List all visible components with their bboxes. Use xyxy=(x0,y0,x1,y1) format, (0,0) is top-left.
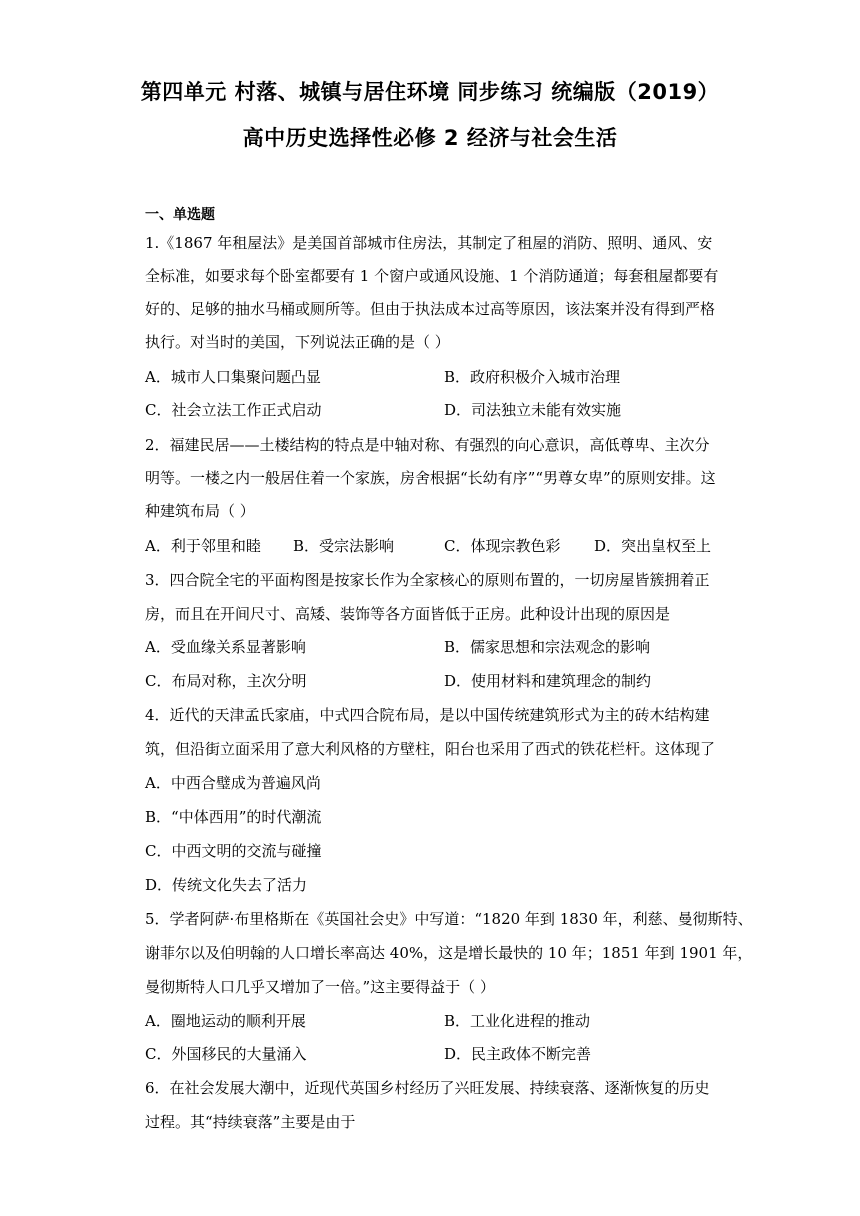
question-5-option-b: B．工业化进程的推动 xyxy=(444,1012,591,1030)
question-4-option-c: C．中西文明的交流与碰撞 xyxy=(145,842,322,860)
question-2-option-a: A．利于邻里和睦 xyxy=(145,537,261,555)
question-5-option-a: A．圈地运动的顺利开展 xyxy=(145,1012,306,1030)
question-1-text-line: 1.《1867 年租屋法》是美国首部城市住房法，其制定了租屋的消防、照明、通风、安 xyxy=(145,234,713,252)
question-6-text-line: 过程。其“持续衰落”主要是由于 xyxy=(145,1113,356,1131)
question-2-option-b: B．受宗法影响 xyxy=(293,537,395,555)
question-2-text-line: 明等。一楼之内一般居住着一个家族，房舍根据“长幼有序”“男尊女卑”的原则安排。这 xyxy=(145,469,716,487)
section-heading: 一、单选题 xyxy=(145,207,215,223)
question-2-text-line: 种建筑布局（ ） xyxy=(145,502,255,520)
question-5-text-line: 曼彻斯特人口几乎又增加了一倍。”这主要得益于（ ） xyxy=(145,978,495,996)
question-3-option-c: C．布局对称，主次分明 xyxy=(145,672,307,690)
question-1-option-a: A．城市人口集聚问题凸显 xyxy=(145,368,321,386)
document-title-line-1: 第四单元 村落、城镇与居住环境 同步练习 统编版（2019） xyxy=(140,80,720,104)
question-1-option-b: B．政府积极介入城市治理 xyxy=(444,368,621,386)
question-4-text-line: 4．近代的天津孟氏家庙，中式四合院布局，是以中国传统建筑形式为主的砖木结构建 xyxy=(145,706,710,724)
question-3-text-line: 房，而且在开间尺寸、高矮、装饰等各方面皆低于正房。此种设计出现的原因是 xyxy=(145,605,671,623)
question-2-option-c: C．体现宗教色彩 xyxy=(444,537,561,555)
question-5-text-line: 谢菲尔以及伯明翰的人口增长率高达 40%，这是增长最快的 10 年；1851 年到 1901 年， xyxy=(145,944,753,962)
question-1-text-line: 全标准，如要求每个卧室都要有 1 个窗户或通风设施、1 个消防通道；每套租屋都要有 xyxy=(145,267,719,285)
question-3-option-d: D．使用材料和建筑理念的制约 xyxy=(444,672,652,690)
question-3-option-a: A．受血缘关系显著影响 xyxy=(145,638,306,656)
question-5-option-d: D．民主政体不断完善 xyxy=(444,1045,592,1063)
question-4-option-d: D．传统文化失去了活力 xyxy=(145,876,308,894)
question-4-text-line: 筑，但沿街立面采用了意大利风格的方壁柱，阳台也采用了西式的铁花栏杆。这体现了 xyxy=(145,740,716,758)
question-6-text-line: 6．在社会发展大潮中，近现代英国乡村经历了兴旺发展、持续衰落、逐渐恢复的历史 xyxy=(145,1079,710,1097)
question-3-option-b: B．儒家思想和宗法观念的影响 xyxy=(444,638,651,656)
question-1-text-line: 执行。对当时的美国，下列说法正确的是（ ） xyxy=(145,333,450,351)
question-3-text-line: 3．四合院全宅的平面构图是按家长作为全家核心的原则布置的，一切房屋皆簇拥着正 xyxy=(145,571,710,589)
question-2-text-line: 2．福建民居——土楼结构的特点是中轴对称、有强烈的向心意识，高低尊卑、主次分 xyxy=(145,436,710,454)
question-2-option-d: D．突出皇权至上 xyxy=(594,537,712,555)
question-1-option-c: C．社会立法工作正式启动 xyxy=(145,401,322,419)
question-4-option-b: B．“中体西用”的时代潮流 xyxy=(145,808,322,826)
question-5-option-c: C．外国移民的大量涌入 xyxy=(145,1045,307,1063)
question-1-option-d: D．司法独立未能有效实施 xyxy=(444,401,622,419)
question-4-option-a: A．中西合璧成为普遍风尚 xyxy=(145,774,321,792)
document-title-line-2: 高中历史选择性必修 2 经济与社会生活 xyxy=(242,126,618,150)
question-1-text-line: 好的、足够的抽水马桶或厕所等。但由于执法成本过高等原因，该法案并没有得到严格 xyxy=(145,300,716,318)
question-5-text-line: 5．学者阿萨·布里格斯在《英国社会史》中写道：“1820 年到 1830 年，利慈、曼彻斯特、 xyxy=(145,910,753,928)
